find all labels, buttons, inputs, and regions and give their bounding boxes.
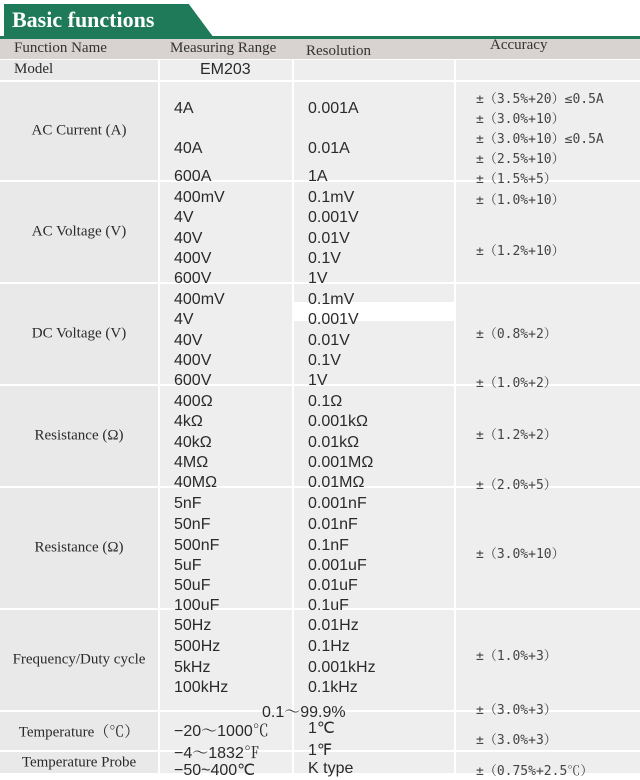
resolution-value: 0.01V [308, 332, 350, 349]
model-empty-cell [294, 60, 454, 80]
resolution-value: 0.1mV [308, 189, 355, 206]
header-function-name: Function Name [14, 40, 107, 56]
resolution-value: 0.1V [308, 250, 341, 267]
range-value: 600A [174, 168, 212, 185]
range-value: 40MΩ [174, 474, 218, 491]
header-measuring-range: Measuring Range [170, 40, 277, 56]
resolution-value: 0.01V [308, 230, 350, 247]
function-name: Resistance (Ω) [34, 427, 124, 444]
accuracy-value: ±（1.0%+10） [476, 193, 565, 208]
range-value: 400V [174, 352, 212, 369]
resolution-value: 0.1kHz [308, 679, 358, 696]
resolution-value: 0.1uF [308, 597, 349, 614]
resolution-value: 0.001V [308, 311, 359, 328]
range-value: 4A [174, 100, 194, 117]
resolution-value: 0.001MΩ [308, 454, 374, 471]
function-name: Frequency/Duty cycle [12, 651, 146, 668]
resolution-value: 0.001A [308, 100, 359, 117]
range-value: −4～1832℉ [174, 745, 260, 762]
range-value: 4V [174, 311, 194, 328]
model-label: Model [14, 61, 54, 77]
accuracy-value: ±（0.8%+2） [476, 327, 557, 342]
resolution-value: 0.01nF [308, 516, 358, 533]
duty-cycle-range: 0.1～99.9% [262, 704, 346, 721]
resolution-value: 0.001V [308, 209, 359, 226]
header-resolution: Resolution [306, 43, 372, 59]
accuracy-value: ±（3.0%+3） [476, 703, 557, 718]
accuracy-value: ±（1.0%+2） [476, 376, 557, 391]
resolution-value: 1V [308, 372, 328, 389]
resolution-value: 0.1nF [308, 537, 349, 554]
range-value: 400mV [174, 189, 225, 206]
range-value: 40V [174, 332, 203, 349]
resolution-value: 0.01A [308, 140, 350, 157]
accuracy-value: ±（1.2%+2） [476, 428, 557, 443]
range-value: 4MΩ [174, 454, 209, 471]
accuracy-value: ±（2.5%+10） [476, 152, 565, 167]
range-value: 4kΩ [174, 413, 203, 430]
accuracy-value: ±（3.5%+20）≤0.5A [476, 92, 604, 107]
accuracy-value: ±（1.2%+10） [476, 244, 565, 259]
resolution-value: 0.1Hz [308, 638, 350, 655]
range-value: −50~400℃ [174, 762, 256, 779]
accuracy-value: ±（1.5%+5） [476, 172, 557, 187]
range-cell [160, 82, 292, 180]
range-value: 400Ω [174, 393, 213, 410]
range-value: 5uF [174, 557, 202, 574]
function-name: Temperature（℃） [18, 724, 140, 741]
range-value: 600V [174, 270, 212, 287]
resolution-value: 0.001kΩ [308, 413, 368, 430]
resolution-value: 0.001kHz [308, 659, 376, 676]
accuracy-value: ±（0.75%+2.5℃） [476, 764, 594, 779]
accuracy-value: ±（3.0%+10）≤0.5A [476, 132, 604, 147]
resolution-value: 0.01uF [308, 577, 358, 594]
range-value: 100kHz [174, 679, 229, 696]
accuracy-value: ±（3.0%+10） [476, 547, 565, 562]
accuracy-value: ±（1.0%+3） [476, 649, 557, 664]
range-value: 500nF [174, 537, 220, 554]
resolution-value: 0.001uF [308, 557, 367, 574]
table-header [0, 39, 640, 59]
range-value: 400mV [174, 291, 225, 308]
resolution-value: 0.1mV [308, 291, 355, 308]
range-value: 50Hz [174, 617, 212, 634]
resolution-value: 0.001nF [308, 495, 367, 512]
resolution-value: 1℉ [308, 742, 333, 759]
range-value: 40kΩ [174, 434, 212, 451]
function-name: AC Current (A) [31, 122, 127, 139]
function-name: Resistance (Ω) [34, 539, 124, 556]
range-value: 50nF [174, 516, 211, 533]
accuracy-value: ±（3.0%+10） [476, 112, 565, 127]
function-name: Temperature Probe [21, 754, 137, 770]
resolution-value: 1V [308, 270, 328, 287]
function-name: DC Voltage (V) [31, 325, 127, 342]
range-value: 40V [174, 230, 203, 247]
model-value: EM203 [200, 61, 251, 78]
range-value: 500Hz [174, 638, 221, 655]
resolution-value: 1℃ [308, 720, 335, 737]
resolution-value: K type [308, 760, 354, 777]
accuracy-value: ±（2.0%+5） [476, 478, 557, 493]
model-acc-cell [456, 60, 640, 80]
range-value: −20～1000℃ [174, 723, 269, 740]
title-bar [0, 0, 640, 38]
header-accuracy: Accuracy [490, 37, 548, 53]
resolution-value: 0.01Hz [308, 617, 359, 634]
range-value: 5kHz [174, 659, 211, 676]
range-value: 400V [174, 250, 212, 267]
resolution-value: 1A [308, 168, 328, 185]
resolution-value: 0.01kΩ [308, 434, 360, 451]
accuracy-value: ±（3.0%+3） [476, 733, 557, 748]
resolution-value: 0.1V [308, 352, 341, 369]
resolution-value: 0.1Ω [308, 393, 343, 410]
range-value: 40A [174, 140, 203, 157]
range-value: 5nF [174, 495, 202, 512]
function-name: AC Voltage (V) [31, 223, 127, 240]
resolution-value: 0.01MΩ [308, 474, 365, 491]
range-value: 600V [174, 372, 212, 389]
resolution-cell [294, 82, 454, 180]
range-value: 50uF [174, 577, 211, 594]
range-value: 4V [174, 209, 194, 226]
range-value: 100uF [174, 597, 220, 614]
page-title: Basic functions [12, 7, 155, 32]
